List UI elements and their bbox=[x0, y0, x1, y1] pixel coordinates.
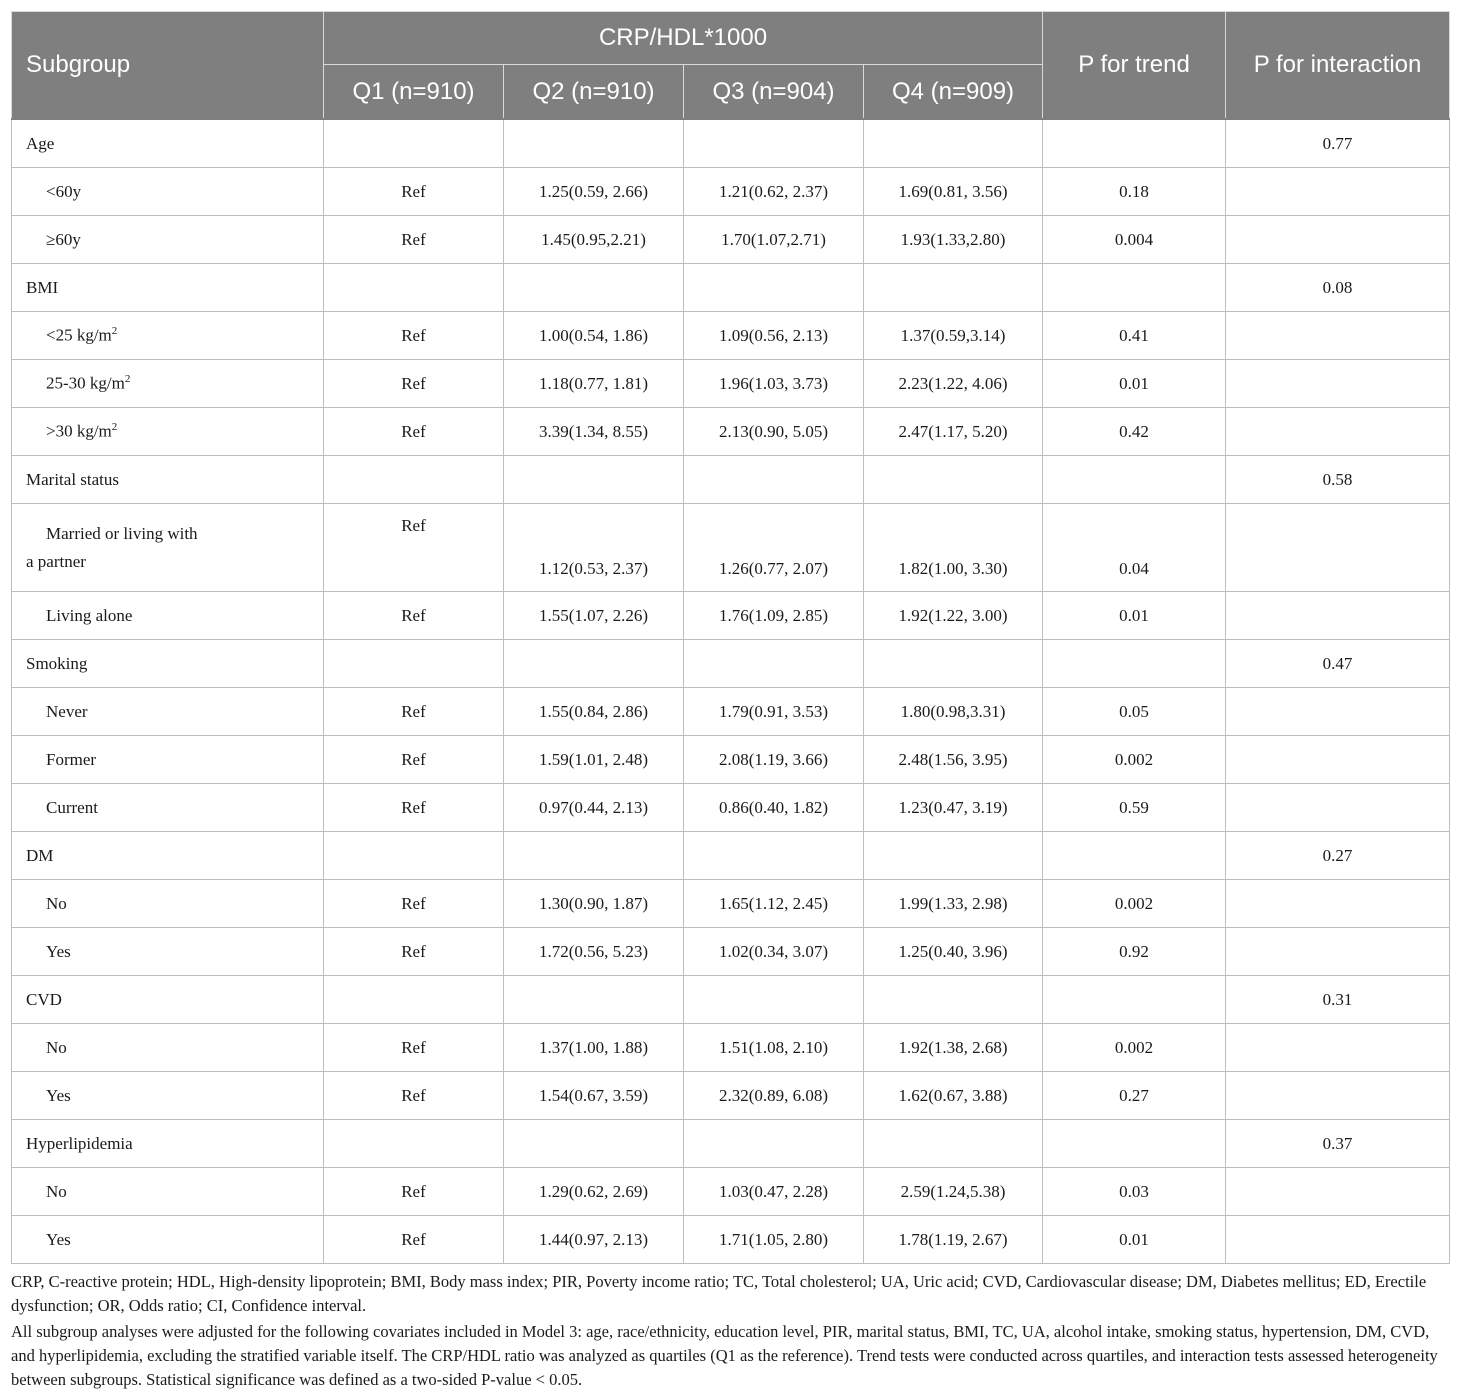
table-row bbox=[12, 456, 1450, 504]
row-label: No bbox=[12, 1024, 324, 1072]
cell-interaction bbox=[1226, 1072, 1450, 1120]
cell-q3 bbox=[684, 640, 864, 688]
cell-q4: 1.62(0.67, 3.88) bbox=[864, 1072, 1043, 1120]
row-label bbox=[12, 408, 324, 456]
row-label: BMI bbox=[12, 264, 324, 312]
cell-interaction bbox=[1226, 1024, 1450, 1072]
cell-q2: 1.37(1.00, 1.88) bbox=[504, 1024, 684, 1072]
cell-q2: 0.97(0.44, 2.13) bbox=[504, 784, 684, 832]
row-label: Yes bbox=[12, 928, 324, 976]
footnote-abbreviations: CRP, C-reactive protein; HDL, High-density lipoprotein; BMI, Body mass index; PIR, Poverty income ratio; TC, Total cholesterol; UA, Uric acid; CVD, Cardiovascular disease; DM, Diabetes mellitus; ED, Erectile dysfunction; OR, Odds ratio; CI, Confidence interval. bbox=[11, 1272, 1427, 1315]
table-row bbox=[12, 688, 1450, 736]
cell-q3: 1.09(0.56, 2.13) bbox=[684, 312, 864, 360]
cell-q2: 1.12(0.53, 2.37) bbox=[504, 504, 684, 592]
cell-interaction bbox=[1226, 408, 1450, 456]
cell-q3: 2.08(1.19, 3.66) bbox=[684, 736, 864, 784]
table-row bbox=[12, 216, 1450, 264]
cell-interaction: 0.77 bbox=[1226, 119, 1450, 168]
cell-q4: 1.78(1.19, 2.67) bbox=[864, 1216, 1043, 1264]
cell-q4: 1.82(1.00, 3.30) bbox=[864, 504, 1043, 592]
cell-q1: Ref bbox=[324, 360, 504, 408]
table-row bbox=[12, 119, 1450, 168]
cell-q3: 1.65(1.12, 2.45) bbox=[684, 880, 864, 928]
cell-q1 bbox=[324, 832, 504, 880]
cell-q3: 1.96(1.03, 3.73) bbox=[684, 360, 864, 408]
table-row bbox=[12, 1168, 1450, 1216]
table-row bbox=[12, 928, 1450, 976]
cell-trend bbox=[1043, 456, 1226, 504]
cell-q3 bbox=[684, 264, 864, 312]
cell-trend: 0.42 bbox=[1043, 408, 1226, 456]
table-row bbox=[12, 880, 1450, 928]
cell-trend: 0.18 bbox=[1043, 168, 1226, 216]
row-label bbox=[12, 360, 324, 408]
cell-q3: 1.03(0.47, 2.28) bbox=[684, 1168, 864, 1216]
cell-q3: 1.21(0.62, 2.37) bbox=[684, 168, 864, 216]
cell-q1 bbox=[324, 456, 504, 504]
superscript: 2 bbox=[111, 421, 118, 434]
table-row bbox=[12, 784, 1450, 832]
cell-q2: 1.29(0.62, 2.69) bbox=[504, 1168, 684, 1216]
cell-q2: 1.54(0.67, 3.59) bbox=[504, 1072, 684, 1120]
cell-trend: 0.01 bbox=[1043, 1216, 1226, 1264]
cell-q1: Ref bbox=[324, 216, 504, 264]
cell-q4: 1.37(0.59,3.14) bbox=[864, 312, 1043, 360]
cell-trend: 0.27 bbox=[1043, 1072, 1226, 1120]
row-label: ≥60y bbox=[12, 216, 324, 264]
cell-interaction bbox=[1226, 216, 1450, 264]
row-label-text: 25-30 kg/m bbox=[46, 373, 125, 393]
header-q2: Q2 (n=910) bbox=[504, 65, 684, 120]
header-subgroup: Subgroup bbox=[12, 12, 324, 120]
cell-q4 bbox=[864, 976, 1043, 1024]
cell-q3: 1.76(1.09, 2.85) bbox=[684, 592, 864, 640]
cell-q2: 1.72(0.56, 5.23) bbox=[504, 928, 684, 976]
table-row bbox=[12, 1024, 1450, 1072]
header-q3: Q3 (n=904) bbox=[684, 65, 864, 120]
cell-q4: 1.99(1.33, 2.98) bbox=[864, 880, 1043, 928]
cell-q4: 1.23(0.47, 3.19) bbox=[864, 784, 1043, 832]
cell-q2 bbox=[504, 456, 684, 504]
cell-q4 bbox=[864, 832, 1043, 880]
cell-q2: 1.45(0.95,2.21) bbox=[504, 216, 684, 264]
cell-trend bbox=[1043, 1120, 1226, 1168]
row-label-text: >30 kg/m bbox=[46, 421, 112, 441]
cell-q4 bbox=[864, 264, 1043, 312]
cell-q2: 3.39(1.34, 8.55) bbox=[504, 408, 684, 456]
cell-trend: 0.92 bbox=[1043, 928, 1226, 976]
row-label: Marital status bbox=[12, 456, 324, 504]
cell-q4: 1.69(0.81, 3.56) bbox=[864, 168, 1043, 216]
row-label: Living alone bbox=[12, 592, 324, 640]
cell-trend bbox=[1043, 832, 1226, 880]
table-row bbox=[12, 976, 1450, 1024]
header-q4: Q4 (n=909) bbox=[864, 65, 1043, 120]
cell-q2 bbox=[504, 264, 684, 312]
row-label: Hyperlipidemia bbox=[12, 1120, 324, 1168]
cell-q4: 2.59(1.24,5.38) bbox=[864, 1168, 1043, 1216]
cell-interaction: 0.47 bbox=[1226, 640, 1450, 688]
cell-q2: 1.59(1.01, 2.48) bbox=[504, 736, 684, 784]
subgroup-table bbox=[11, 11, 1450, 1264]
cell-q1: Ref bbox=[324, 736, 504, 784]
cell-trend: 0.002 bbox=[1043, 736, 1226, 784]
cell-q3: 1.02(0.34, 3.07) bbox=[684, 928, 864, 976]
header-group-title: CRP/HDL*1000 bbox=[324, 12, 1043, 65]
cell-q3: 1.71(1.05, 2.80) bbox=[684, 1216, 864, 1264]
row-label: DM bbox=[12, 832, 324, 880]
cell-q4: 1.93(1.33,2.80) bbox=[864, 216, 1043, 264]
table-container bbox=[11, 11, 1449, 1392]
cell-q2: 1.30(0.90, 1.87) bbox=[504, 880, 684, 928]
cell-q3: 2.13(0.90, 5.05) bbox=[684, 408, 864, 456]
cell-q2 bbox=[504, 119, 684, 168]
cell-interaction bbox=[1226, 880, 1450, 928]
cell-q1: Ref bbox=[324, 168, 504, 216]
cell-trend: 0.05 bbox=[1043, 688, 1226, 736]
cell-trend bbox=[1043, 264, 1226, 312]
cell-q1: Ref bbox=[324, 1024, 504, 1072]
table-row bbox=[12, 736, 1450, 784]
cell-interaction bbox=[1226, 928, 1450, 976]
cell-q4: 2.47(1.17, 5.20) bbox=[864, 408, 1043, 456]
cell-q3 bbox=[684, 456, 864, 504]
table-row bbox=[12, 1072, 1450, 1120]
cell-q2 bbox=[504, 640, 684, 688]
table-row bbox=[12, 832, 1450, 880]
cell-q2: 1.55(1.07, 2.26) bbox=[504, 592, 684, 640]
header-p-interaction: P for interaction bbox=[1226, 12, 1450, 120]
row-label: CVD bbox=[12, 976, 324, 1024]
row-label: Never bbox=[12, 688, 324, 736]
cell-q4: 1.92(1.38, 2.68) bbox=[864, 1024, 1043, 1072]
table-row bbox=[12, 264, 1450, 312]
cell-interaction bbox=[1226, 312, 1450, 360]
cell-q3: 1.51(1.08, 2.10) bbox=[684, 1024, 864, 1072]
row-label: Smoking bbox=[12, 640, 324, 688]
cell-q2 bbox=[504, 976, 684, 1024]
cell-interaction: 0.37 bbox=[1226, 1120, 1450, 1168]
cell-trend: 0.01 bbox=[1043, 592, 1226, 640]
cell-interaction bbox=[1226, 592, 1450, 640]
cell-trend bbox=[1043, 976, 1226, 1024]
cell-trend: 0.03 bbox=[1043, 1168, 1226, 1216]
cell-q1: Ref bbox=[324, 688, 504, 736]
cell-q3: 1.79(0.91, 3.53) bbox=[684, 688, 864, 736]
row-label-text: <25 kg/m bbox=[46, 325, 112, 345]
row-label: No bbox=[12, 880, 324, 928]
cell-interaction bbox=[1226, 1168, 1450, 1216]
cell-q3: 2.32(0.89, 6.08) bbox=[684, 1072, 864, 1120]
cell-q1: Ref bbox=[324, 1168, 504, 1216]
cell-q1: Ref bbox=[324, 504, 504, 592]
cell-q1: Ref bbox=[324, 1216, 504, 1264]
table-row bbox=[12, 1120, 1450, 1168]
row-label bbox=[12, 504, 324, 592]
row-label: Former bbox=[12, 736, 324, 784]
cell-q2: 1.44(0.97, 2.13) bbox=[504, 1216, 684, 1264]
row-label: <60y bbox=[12, 168, 324, 216]
header-p-trend: P for trend bbox=[1043, 12, 1226, 120]
cell-q4: 1.80(0.98,3.31) bbox=[864, 688, 1043, 736]
cell-q4 bbox=[864, 456, 1043, 504]
cell-q4 bbox=[864, 119, 1043, 168]
cell-q3: 0.86(0.40, 1.82) bbox=[684, 784, 864, 832]
row-label: Yes bbox=[12, 1216, 324, 1264]
cell-interaction: 0.58 bbox=[1226, 456, 1450, 504]
cell-q4: 2.48(1.56, 3.95) bbox=[864, 736, 1043, 784]
cell-q2 bbox=[504, 1120, 684, 1168]
table-row bbox=[12, 640, 1450, 688]
cell-interaction: 0.27 bbox=[1226, 832, 1450, 880]
cell-trend: 0.04 bbox=[1043, 504, 1226, 592]
cell-q1 bbox=[324, 1120, 504, 1168]
cell-q4 bbox=[864, 1120, 1043, 1168]
cell-q1: Ref bbox=[324, 592, 504, 640]
superscript: 2 bbox=[111, 325, 118, 338]
cell-trend bbox=[1043, 119, 1226, 168]
row-label: Age bbox=[12, 119, 324, 168]
cell-q3 bbox=[684, 1120, 864, 1168]
cell-q2 bbox=[504, 832, 684, 880]
cell-q2: 1.18(0.77, 1.81) bbox=[504, 360, 684, 408]
cell-q3: 1.26(0.77, 2.07) bbox=[684, 504, 864, 592]
cell-interaction bbox=[1226, 168, 1450, 216]
cell-q1: Ref bbox=[324, 928, 504, 976]
table-row bbox=[12, 360, 1450, 408]
cell-trend: 0.002 bbox=[1043, 880, 1226, 928]
cell-trend: 0.004 bbox=[1043, 216, 1226, 264]
cell-q3: 1.70(1.07,2.71) bbox=[684, 216, 864, 264]
cell-q1 bbox=[324, 264, 504, 312]
cell-interaction bbox=[1226, 504, 1450, 592]
cell-q1: Ref bbox=[324, 1072, 504, 1120]
header-q1: Q1 (n=910) bbox=[324, 65, 504, 120]
cell-interaction bbox=[1226, 688, 1450, 736]
row-label: No bbox=[12, 1168, 324, 1216]
cell-interaction: 0.31 bbox=[1226, 976, 1450, 1024]
cell-interaction bbox=[1226, 360, 1450, 408]
cell-q3 bbox=[684, 976, 864, 1024]
table-row bbox=[12, 408, 1450, 456]
cell-q1 bbox=[324, 640, 504, 688]
table-row bbox=[12, 168, 1450, 216]
cell-q2: 1.00(0.54, 1.86) bbox=[504, 312, 684, 360]
table-row bbox=[12, 592, 1450, 640]
cell-trend: 0.01 bbox=[1043, 360, 1226, 408]
row-label: Yes bbox=[12, 1072, 324, 1120]
row-label-line1: Married or living with bbox=[46, 523, 198, 543]
row-label bbox=[12, 312, 324, 360]
cell-q4: 2.23(1.22, 4.06) bbox=[864, 360, 1043, 408]
row-label: Current bbox=[12, 784, 324, 832]
cell-q4 bbox=[864, 640, 1043, 688]
cell-interaction bbox=[1226, 736, 1450, 784]
superscript: 2 bbox=[124, 373, 131, 386]
cell-q1: Ref bbox=[324, 880, 504, 928]
cell-q2: 1.25(0.59, 2.66) bbox=[504, 168, 684, 216]
row-label-line2: a partner bbox=[26, 551, 86, 571]
cell-q1: Ref bbox=[324, 312, 504, 360]
cell-trend: 0.41 bbox=[1043, 312, 1226, 360]
table-row bbox=[12, 1216, 1450, 1264]
cell-q3 bbox=[684, 832, 864, 880]
table-row bbox=[12, 504, 1450, 592]
cell-q1 bbox=[324, 976, 504, 1024]
cell-q4: 1.92(1.22, 3.00) bbox=[864, 592, 1043, 640]
cell-interaction bbox=[1226, 1216, 1450, 1264]
cell-trend: 0.59 bbox=[1043, 784, 1226, 832]
footnote-adjustment: All subgroup analyses were adjusted for the following covariates included in Model 3: age, race/ethnicity, education level, PIR, marital status, BMI, TC, UA, alcohol intake, smoking status, hypertension, DM, CVD, and hyperlipidemia, excluding the stratified variable itself. The CRP/HDL ratio was analyzed as quartiles (Q1 as the reference). Trend tests were conducted across quartiles, and interaction tests assessed heterogeneity between subgroups. Statistical significance was defined as a two-sided P-value < 0.05. bbox=[11, 1322, 1438, 1389]
table-row bbox=[12, 312, 1450, 360]
cell-interaction: 0.08 bbox=[1226, 264, 1450, 312]
cell-q3 bbox=[684, 119, 864, 168]
cell-q2: 1.55(0.84, 2.86) bbox=[504, 688, 684, 736]
table-footnotes bbox=[11, 1270, 1449, 1392]
cell-q1 bbox=[324, 119, 504, 168]
cell-trend bbox=[1043, 640, 1226, 688]
cell-q1: Ref bbox=[324, 784, 504, 832]
cell-trend: 0.002 bbox=[1043, 1024, 1226, 1072]
cell-interaction bbox=[1226, 784, 1450, 832]
cell-q1: Ref bbox=[324, 408, 504, 456]
cell-q4: 1.25(0.40, 3.96) bbox=[864, 928, 1043, 976]
